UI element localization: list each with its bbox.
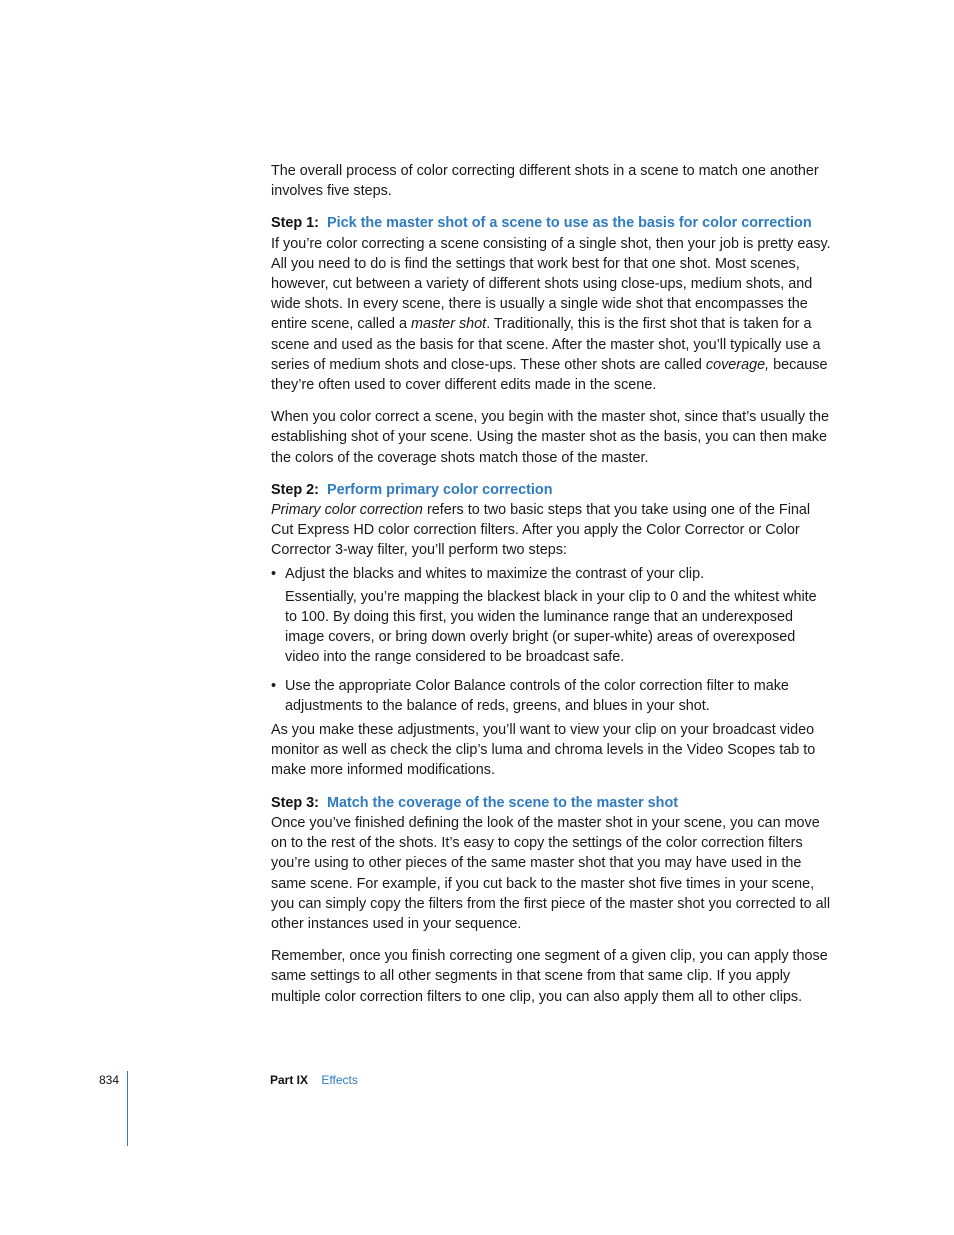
step-2-label: Step 2:	[271, 481, 319, 498]
step-1-title: Pick the master shot of a scene to use as the basis for color correction	[326, 215, 812, 232]
step-2-heading	[271, 480, 831, 500]
footer-part-label: Part IX	[270, 1073, 309, 1087]
page-number: 834	[99, 1073, 120, 1087]
bullet-1-detail: Essentially, you’re mapping the blackest black in your clip to 0 and the whitest white to 100. By doing this first, you widen the luminance range that an underexposed image covers, or bring down overly bright (or super-white) areas of overexposed video into the range considered to be broadcast safe.	[285, 588, 817, 666]
step-1-paragraph-2: When you color correct a scene, you begin with the master shot, since that’s usually the establishing shot of your scene. Using the master shot as the basis, you can then make the colors of the coverage shots match those of the master.	[271, 409, 830, 466]
footer-breadcrumb	[270, 1072, 358, 1088]
step-2-paragraph-1	[271, 500, 831, 561]
step-2-title: Perform primary color correction	[326, 481, 553, 498]
step-2-paragraph-2: As you make these adjustments, you’ll want to view your clip on your broadcast video monitor as well as check the clip’s luma and chroma levels in the Video Scopes tab to make more informed modifications.	[271, 722, 816, 779]
step-3-title: Match the coverage of the scene to the master shot	[326, 794, 679, 811]
step-2-text-a: refers to two basic steps that you take using one of the Final Cut Express HD color correction filters. After you apply the Color Corrector or Color Corrector 3-way filter, you’ll perform two steps:	[271, 502, 811, 559]
bullet-item-1	[271, 564, 831, 584]
step-1-term-coverage: coverage,	[705, 356, 770, 373]
step-1-heading	[271, 213, 831, 233]
step-1-label: Step 1:	[271, 215, 319, 232]
bullet-1-text: Adjust the blacks and whites to maximize the contrast of your clip.	[285, 565, 705, 582]
step-1-term-master-shot: master shot	[411, 316, 487, 333]
step-3-heading	[271, 793, 831, 813]
bullet-item-2	[271, 676, 831, 716]
step-1-text-a: If you’re color correcting a scene consisting of a single shot, then your job is pretty easy. All you need to do is find the settings that work best for that one shot. Most scenes, however, cut between a variety of different shots using close-ups, medium shots, and wide shots. In every scene, there is usually a single wide shot that encompasses the entire scene, called a	[271, 235, 831, 333]
intro-paragraph: The overall process of color correcting different shots in a scene to match one another involves five steps.	[271, 163, 819, 200]
bullet-2-text: Use the appropriate Color Balance controls of the color correction filter to make adjustments to the balance of reds, greens, and blues in your shot.	[285, 677, 789, 714]
step-3-label: Step 3:	[271, 794, 319, 811]
footer-section-link[interactable]: Effects	[321, 1073, 358, 1087]
bullet-marker: •	[271, 677, 277, 694]
step-3-paragraph-2: Remember, once you finish correcting one segment of a given clip, you can apply those same settings to all other segments in that scene from that same clip. If you apply multiple color correction filters to one clip, you can also apply them all to other clips.	[271, 948, 828, 1005]
step-2-term-primary: Primary color correction	[271, 502, 423, 519]
step-1-paragraph-1	[271, 234, 831, 396]
footer-divider	[127, 1071, 128, 1146]
page-body	[271, 161, 831, 1019]
step-1-text-b: . Traditionally, this is the first shot that is taken for a scene and used as the basis for that scene. After the master shot, you’ll typically use a series of medium shots and close-ups. These other shots are called	[271, 316, 821, 373]
step-1-text-c: because they’re often used to cover different edits made in the scene.	[271, 356, 828, 394]
step-3-paragraph-1: Once you’ve finished defining the look of the master shot in your scene, you can move on to the rest of the shots. It’s easy to copy the settings of the color correction filters you’re using to other pieces of the same master shot that you may have used in the same scene. For example, if you cut back to the master shot five times in your scene, you can simply copy the filters from the first piece of the master shot you corrected to all other instances used in your sequence.	[271, 814, 831, 932]
bullet-marker: •	[271, 565, 277, 582]
